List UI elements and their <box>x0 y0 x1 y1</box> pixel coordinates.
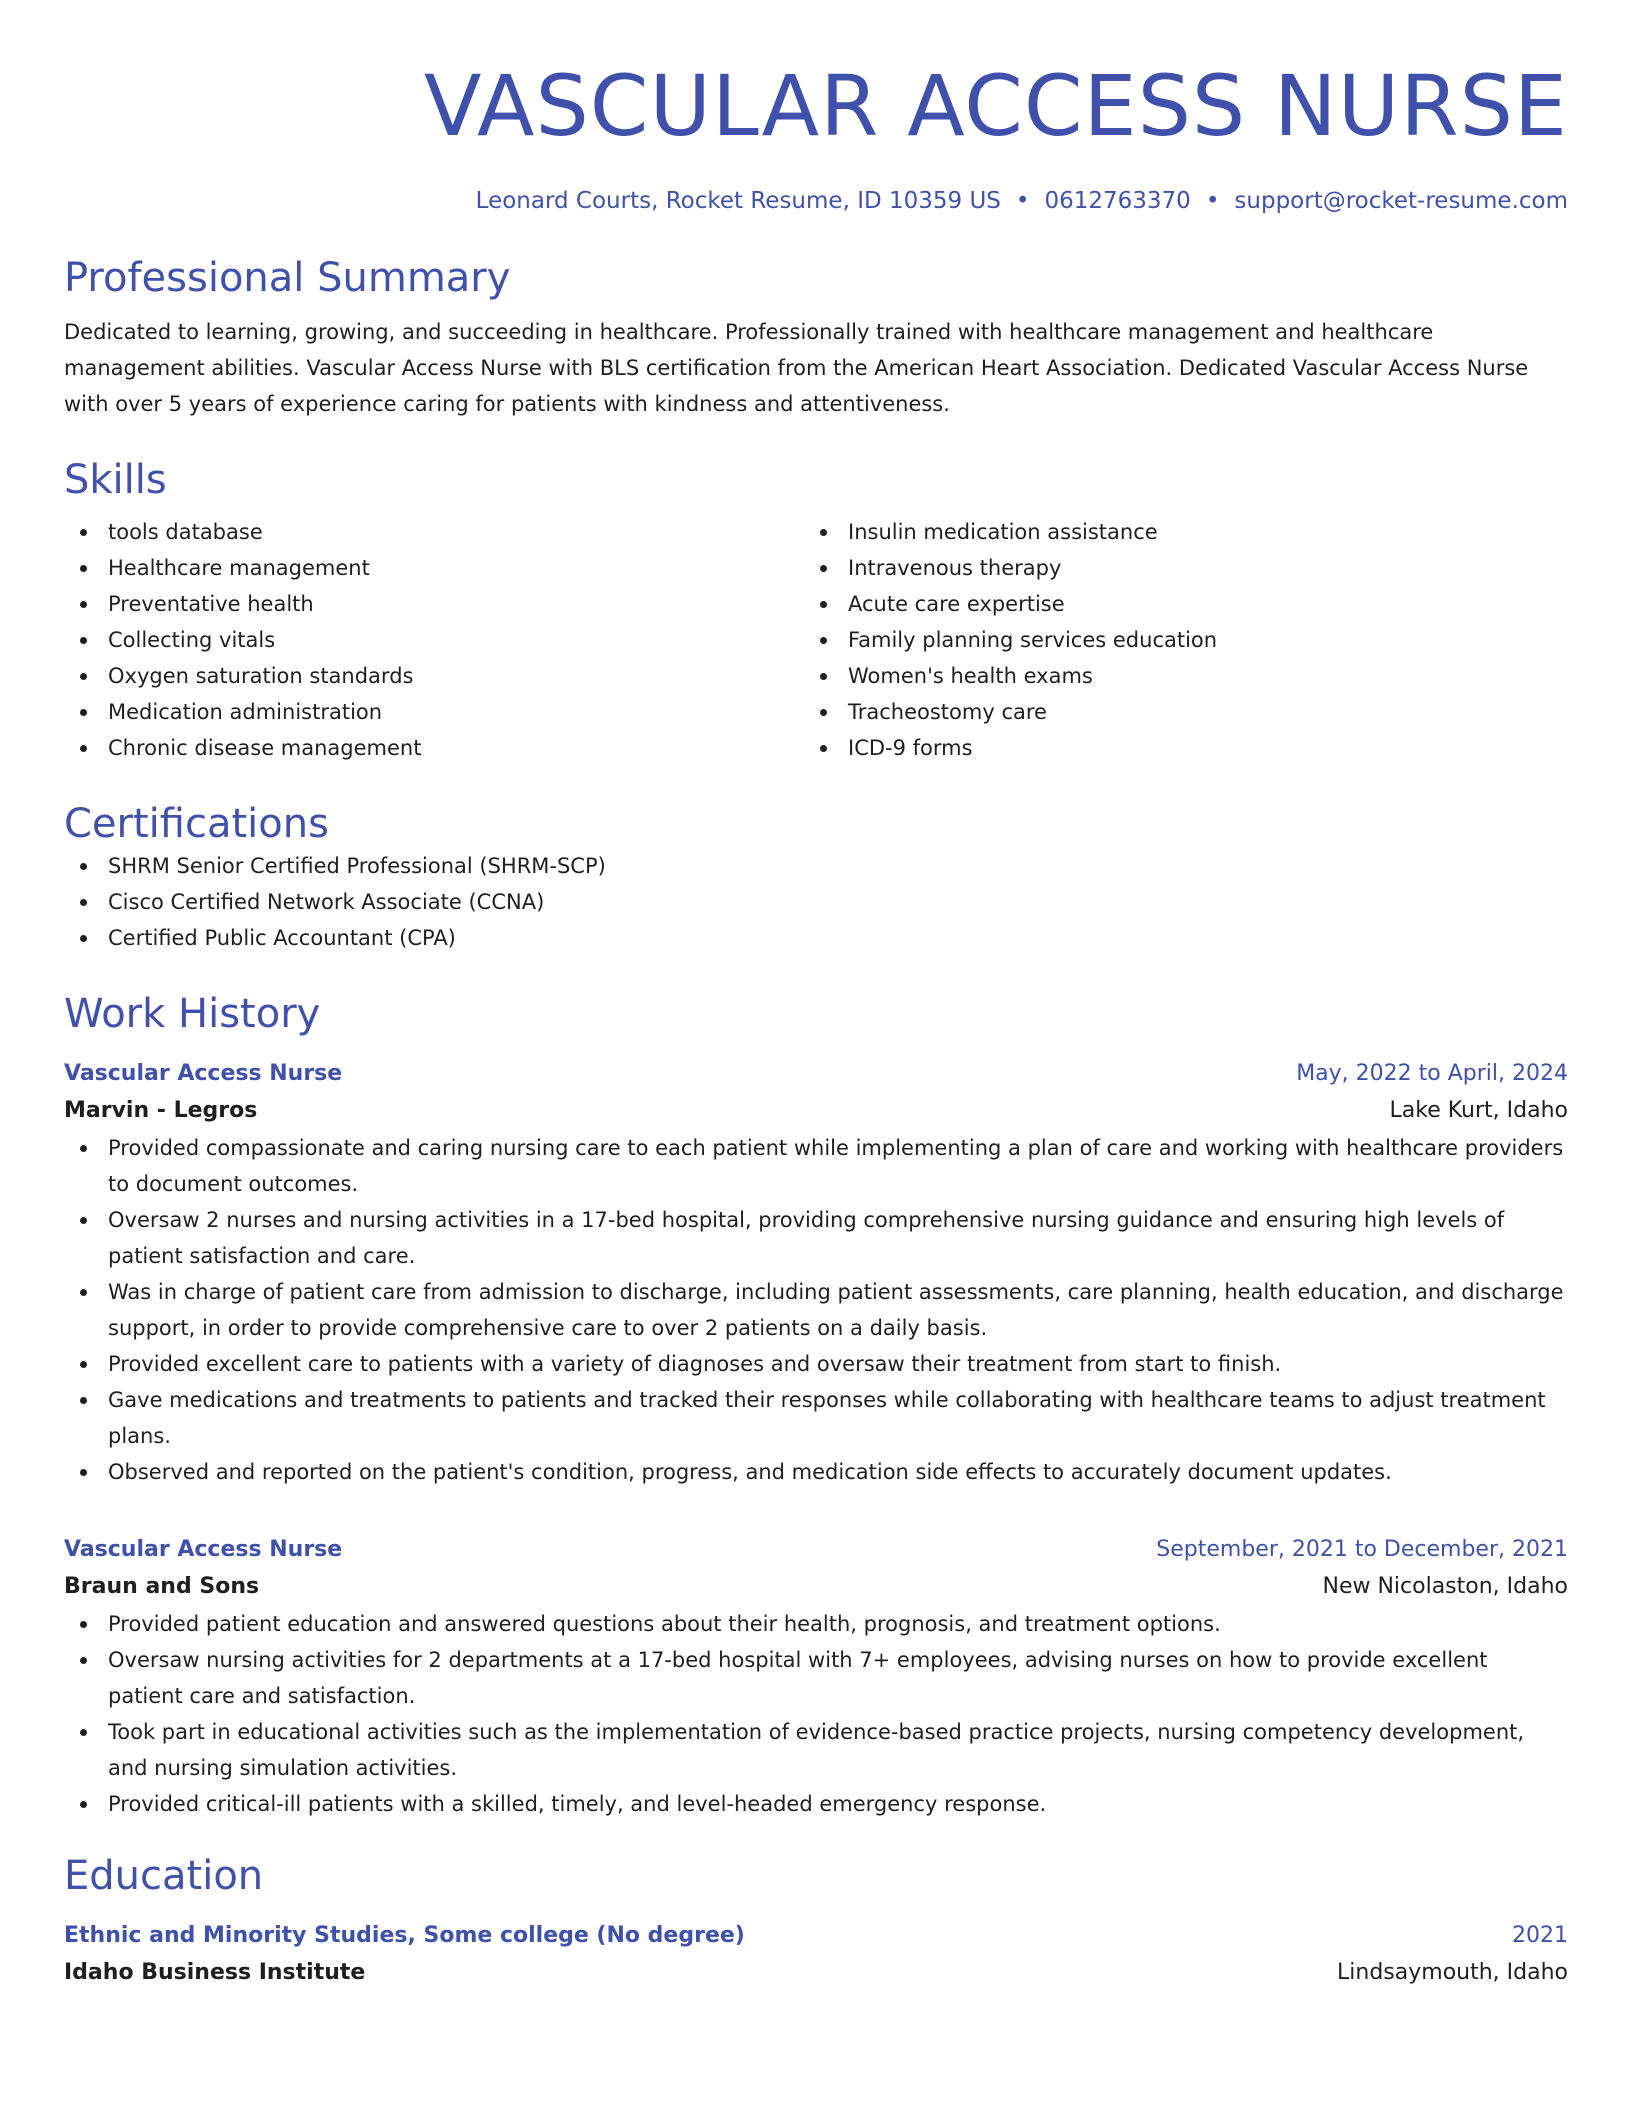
work-history-title: Work History <box>64 991 321 1037</box>
education-degree: Ethnic and Minority Studies, Some college (No degree) <box>64 1923 745 1948</box>
job-bullet: Provided critical-ill patients with a skilled, timely, and level-headed emergency response. <box>64 1786 1568 1822</box>
skills-list-left <box>64 514 804 766</box>
skill-item: tools database <box>64 514 804 550</box>
contact-separator: • <box>1015 188 1030 214</box>
certifications-section <box>64 800 1568 956</box>
skill-item: Acute care expertise <box>804 586 1544 622</box>
job-title: Vascular Access Nurse <box>64 1537 343 1562</box>
job-bullet: Provided excellent care to patients with a variety of diagnoses and oversaw their treatment from start to finish. <box>64 1346 1568 1382</box>
skills-section <box>64 456 1568 766</box>
education-entry <box>64 1918 1568 1992</box>
summary-section <box>64 254 1568 422</box>
education-title: Education <box>64 1853 264 1899</box>
contact-line <box>64 186 1568 216</box>
job-bullet: Was in charge of patient care from admission to discharge, including patient assessments, care planning, health education, and discharge support, in order to provide comprehensive care to over 2 patients on a daily basis. <box>64 1274 1568 1346</box>
job-title-heading: VASCULAR ACCESS NURSE <box>423 57 1568 155</box>
summary-title: Professional Summary <box>64 255 511 301</box>
skill-item: Women's health exams <box>804 658 1544 694</box>
contact-separator: • <box>1205 188 1220 214</box>
certification-item: Cisco Certified Network Associate (CCNA) <box>64 884 1568 920</box>
certification-item: Certified Public Accountant (CPA) <box>64 920 1568 956</box>
certifications-list <box>64 848 1568 956</box>
education-header-row <box>64 1918 1568 1954</box>
education-year: 2021 <box>1512 1923 1568 1948</box>
skills-list-right <box>804 514 1544 766</box>
job-bullets <box>64 1130 1568 1490</box>
certifications-title: Certifications <box>64 801 329 847</box>
job-bullet: Oversaw 2 nurses and nursing activities in a 17-bed hospital, providing comprehensive nursing guidance and ensuring high levels of patient satisfaction and care. <box>64 1202 1568 1274</box>
job-title: Vascular Access Nurse <box>64 1061 343 1086</box>
skill-item: Preventative health <box>64 586 804 622</box>
job-bullet: Oversaw nursing activities for 2 departments at a 17-bed hospital with 7+ employees, advising nurses on how to provide excellent patient care and satisfaction. <box>64 1642 1568 1714</box>
job-location: New Nicolaston, Idaho <box>1322 1574 1568 1599</box>
skills-grid <box>64 514 1568 766</box>
education-location: Lindsaymouth, Idaho <box>1337 1960 1568 1985</box>
resume-header <box>64 58 1568 216</box>
skills-column-right <box>804 514 1544 766</box>
skill-item: Insulin medication assistance <box>804 514 1544 550</box>
job-company: Braun and Sons <box>64 1574 260 1599</box>
job-dates: May, 2022 to April, 2024 <box>1296 1061 1568 1086</box>
skill-item: Healthcare management <box>64 550 804 586</box>
job-entry <box>64 1532 1568 1822</box>
job-bullets <box>64 1606 1568 1822</box>
job-bullet: Provided compassionate and caring nursing care to each patient while implementing a plan of care and working with healthcare providers to document outcomes. <box>64 1130 1568 1202</box>
work-history-section <box>64 990 1568 1822</box>
skill-item: Collecting vitals <box>64 622 804 658</box>
job-bullet: Observed and reported on the patient's condition, progress, and medication side effects to accurately document updates. <box>64 1454 1568 1490</box>
education-school-row <box>64 1954 1568 1992</box>
skill-item: Family planning services education <box>804 622 1544 658</box>
skill-item: Tracheostomy care <box>804 694 1544 730</box>
job-company-row <box>64 1568 1568 1606</box>
job-dates: September, 2021 to December, 2021 <box>1156 1537 1568 1562</box>
skill-item: Medication administration <box>64 694 804 730</box>
contact-email[interactable]: support@rocket-resume.com <box>1234 188 1568 214</box>
skill-item: Intravenous therapy <box>804 550 1544 586</box>
skills-column-left <box>64 514 804 766</box>
education-section <box>64 1852 1568 1992</box>
job-bullet: Took part in educational activities such as the implementation of evidence-based practice projects, nursing competency development, and nursing simulation activities. <box>64 1714 1568 1786</box>
skill-item: Chronic disease management <box>64 730 804 766</box>
skills-title: Skills <box>64 457 167 503</box>
summary-text: Dedicated to learning, growing, and succeeding in healthcare. Professionally trained with healthcare management and healthcare management abilities. Vascular Access Nurse with BLS certification from the American Heart Association. Dedicated Vascular Access Nurse with over 5 years of experience caring for patients with kindness and attentiveness. <box>64 320 1529 416</box>
contact-phone: 0612763370 <box>1044 188 1191 214</box>
job-entry <box>64 1056 1568 1490</box>
job-bullet: Provided patient education and answered questions about their health, prognosis, and treatment options. <box>64 1606 1568 1642</box>
education-school: Idaho Business Institute <box>64 1960 366 1985</box>
job-header-row <box>64 1532 1568 1568</box>
skill-item: Oxygen saturation standards <box>64 658 804 694</box>
job-company-row <box>64 1092 1568 1130</box>
job-company: Marvin - Legros <box>64 1098 258 1123</box>
certification-item: SHRM Senior Certified Professional (SHRM-SCP) <box>64 848 1568 884</box>
skill-item: ICD-9 forms <box>804 730 1544 766</box>
job-location: Lake Kurt, Idaho <box>1389 1098 1568 1123</box>
contact-address: Leonard Courts, Rocket Resume, ID 10359 US <box>475 188 1001 214</box>
job-header-row <box>64 1056 1568 1092</box>
job-bullet: Gave medications and treatments to patients and tracked their responses while collaborating with healthcare teams to adjust treatment plans. <box>64 1382 1568 1454</box>
